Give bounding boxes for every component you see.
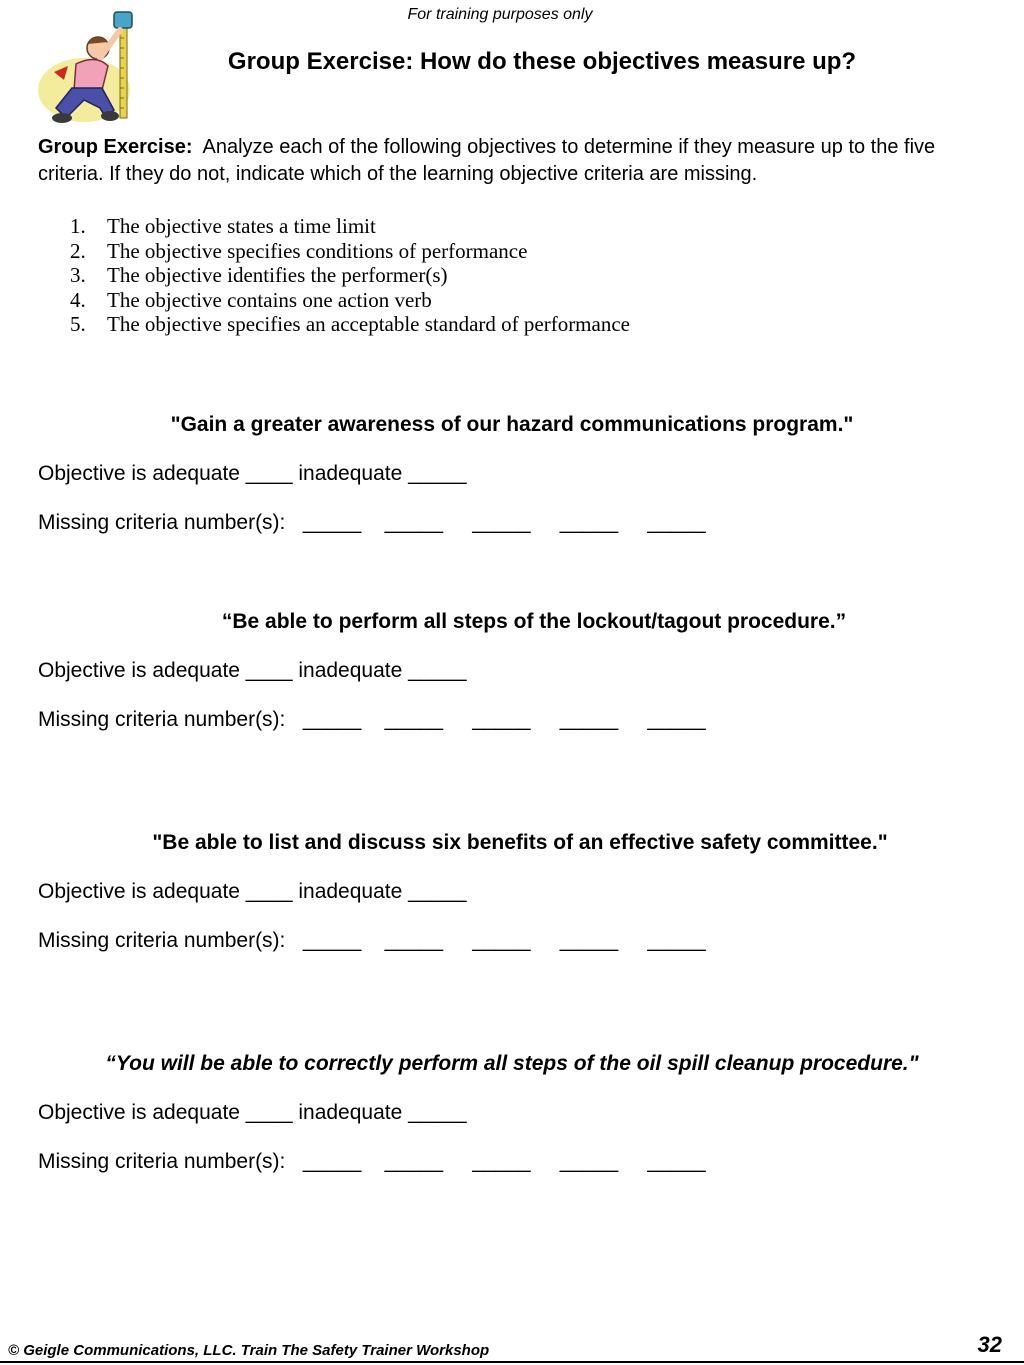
intro-text: Analyze each of the following objectives to determine if they measure up to the five criteria. If they do not, indicate which of the learning objective criteria are missing. xyxy=(38,136,936,185)
criteria-text: The objective identifies the performer(s) xyxy=(107,263,448,288)
adequacy-line[interactable]: Objective is adequate ____ inadequate _____ xyxy=(38,880,467,903)
criteria-number: 3. xyxy=(70,263,86,288)
footer-divider xyxy=(0,1361,1024,1363)
criteria-number: 4. xyxy=(70,287,86,312)
objective-quote: "Gain a greater awareness of our hazard communications program." xyxy=(170,413,854,436)
criteria-item xyxy=(70,288,630,313)
missing-criteria-line[interactable]: Missing criteria number(s): _____ _____ _____ _____ _____ xyxy=(38,929,706,952)
criteria-number: 1. xyxy=(70,214,86,238)
adequacy-line[interactable]: Objective is adequate ____ inadequate _____ xyxy=(38,462,467,485)
criteria-text: The objective states a time limit xyxy=(107,214,376,238)
criteria-list xyxy=(70,214,630,337)
missing-criteria-line[interactable]: Missing criteria number(s): _____ _____ _____ _____ _____ xyxy=(38,708,706,731)
criteria-text: The objective contains one action verb xyxy=(107,287,432,312)
intro-paragraph xyxy=(38,134,998,188)
adequacy-line[interactable]: Objective is adequate ____ inadequate _____ xyxy=(38,659,467,682)
page-number: 32 xyxy=(977,1332,1002,1357)
criteria-item xyxy=(70,214,630,239)
criteria-number: 2. xyxy=(70,238,86,263)
objective-quote: "Be able to list and discuss six benefits of an effective safety committee." xyxy=(152,831,888,854)
criteria-number: 5. xyxy=(70,312,86,337)
objective-quote: “Be able to perform all steps of the lockout/tagout procedure.” xyxy=(221,610,847,633)
criteria-item xyxy=(70,263,630,288)
criteria-item xyxy=(70,239,630,264)
objective-quote: “You will be able to correctly perform all steps of the oil spill cleanup procedure." xyxy=(105,1052,919,1075)
missing-criteria-line[interactable]: Missing criteria number(s): _____ _____ _____ _____ _____ xyxy=(38,511,706,534)
criteria-item xyxy=(70,312,630,337)
intro-lead: Group Exercise: xyxy=(38,136,193,158)
missing-criteria-line[interactable]: Missing criteria number(s): _____ _____ _____ _____ _____ xyxy=(38,1150,706,1173)
page-title: Group Exercise: How do these objectives measure up? xyxy=(227,48,857,75)
criteria-text: The objective specifies conditions of performance xyxy=(107,238,528,263)
footer-copyright: © Geigle Communications, LLC. Train The Safety Trainer Workshop xyxy=(8,1342,490,1359)
training-note: For training purposes only xyxy=(407,6,593,23)
adequacy-line[interactable]: Objective is adequate ____ inadequate _____ xyxy=(38,1101,467,1124)
criteria-text: The objective specifies an acceptable standard of performance xyxy=(107,312,630,337)
